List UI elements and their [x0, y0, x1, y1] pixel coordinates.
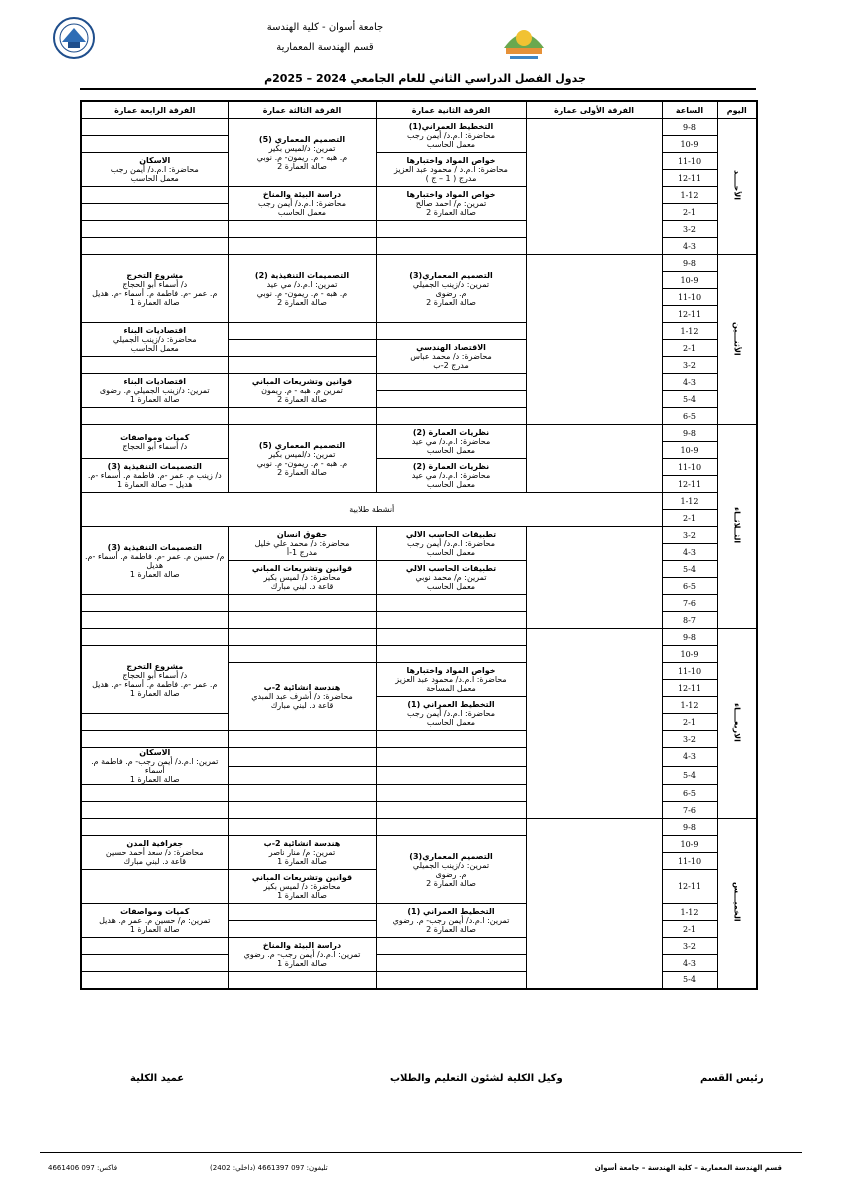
schedule-table [80, 100, 758, 990]
hour-cell: 2-1 [662, 714, 717, 731]
hour-cell: 6-5 [662, 408, 717, 425]
slot-cell: كميات ومواصفات د/ أسماء أبو الحجاج [81, 425, 228, 459]
slot-cell: التصميمات التنفيذية (2) تمرين: ا.م.د/ مي عيد م. هبه - م. ريمون- م. نوبي صالة العمارة 2 [228, 255, 376, 323]
slot-cell: جغرافية المدن محاضرة: د/ سعد أحمد حسين قاعة د. لبني مبارك [81, 836, 228, 870]
hour-cell: 3-2 [662, 938, 717, 955]
aswan-university-logo [52, 16, 96, 60]
col-year2: الفرقة الثانية عمارة [376, 101, 526, 119]
empty-cell [376, 374, 526, 391]
slot-cell: التصميم المعماري (5) تمرين: د/لميس بكير م. هبه - م. ريمون- م. نوبي صالة العمارة 2 [228, 119, 376, 187]
col-hour: الساعة [662, 101, 717, 119]
slot-cell: التصميمات التنفيذية (3) م/ حسين م. عمر -م. فاطمة م. أسماء -م. هديل صالة العمارة 1 [81, 527, 228, 595]
empty-cell [81, 870, 228, 904]
hour-cell: 6-5 [662, 785, 717, 802]
hour-cell: 7-6 [662, 595, 717, 612]
hour-cell: 12-11 [662, 170, 717, 187]
hour-cell: 5-4 [662, 391, 717, 408]
hour-cell: 9-8 [662, 119, 717, 136]
slot-cell: هندسة انشائية 2-ب تمرين: م/ منار ناصر صالة العمارة 1 [228, 836, 376, 870]
hour-cell: 9-8 [662, 425, 717, 442]
empty-cell [228, 340, 376, 357]
empty-cell [228, 748, 376, 767]
empty-cell [81, 136, 228, 153]
empty-cell [228, 646, 376, 663]
empty-cell [81, 204, 228, 221]
slot-cell: نظريات العمارة (2) محاضرة: ا.م.د/ مي عيد معمل الحاسب [376, 459, 526, 493]
hour-cell: 11-10 [662, 663, 717, 680]
hour-cell: 4-3 [662, 544, 717, 561]
hour-cell: 7-6 [662, 802, 717, 819]
slot-cell: قوانين وتشريعات المباني محاضرة: د/ لميس بكير صالة العمارة 1 [228, 870, 376, 904]
empty-cell [81, 629, 228, 646]
slot-cell: مشروع التخرج د/ أسماء أبو الحجاج م. عمر -م. فاطمة م. أسماء -م. هديل صالة العمارة 1 [81, 255, 228, 323]
title-divider [80, 88, 756, 90]
slot-cell: الاقتصاد الهندسي محاضرة: د/ محمد عباس مدرج 2-ب [376, 340, 526, 374]
day-sunday: الأحــــد [717, 119, 757, 255]
hour-cell: 2-1 [662, 204, 717, 221]
slot-cell: خواص المواد واختبارها تمرين: م/ احمد صالح صالة العمارة 2 [376, 187, 526, 221]
empty-cell [376, 938, 526, 955]
hour-cell: 10-9 [662, 646, 717, 663]
day-wednesday: الاربعــــاء [717, 629, 757, 819]
hour-cell: 1-12 [662, 323, 717, 340]
slot-cell: تطبيقات الحاسب الالي محاضرة: ا.م.د/ أيمن رجب معمل الحاسب [376, 527, 526, 561]
hour-cell: 10-9 [662, 836, 717, 853]
slot-cell: قوانين وتشريعات المباني تمرين م. هبه - م. ريمون صالة العمارة 2 [228, 374, 376, 408]
footer-phone: تليفون: 097 4661397 (داخلي: 2402) [210, 1164, 328, 1172]
hour-cell: 9-8 [662, 629, 717, 646]
empty-cell [81, 119, 228, 136]
footer-department: قسم الهندسة المعمارية – كلية الهندسة – جامعة أسوان [594, 1164, 782, 1172]
empty-cell [81, 187, 228, 204]
y1-empty [526, 629, 662, 819]
slot-cell: اقتصاديات البناء تمرين: د/زينب الجميلي م. رضوى صالة العمارة 1 [81, 374, 228, 408]
hour-cell: 12-11 [662, 870, 717, 904]
hour-cell: 8-7 [662, 612, 717, 629]
empty-cell [376, 819, 526, 836]
slot-cell: هندسة انشائية 2-ب محاضرة: د/ أشرف عبد المبدي قاعة د. لبني مبارك [228, 663, 376, 731]
col-year4: الفرقة الرابعة عمارة [81, 101, 228, 119]
slot-cell: دراسة البيئة والمناخ تمرين: ا.م.د/ أيمن رجب- م. رضوي صالة العمارة 1 [228, 938, 376, 972]
faculty-logo [500, 18, 548, 62]
hour-cell: 1-12 [662, 493, 717, 510]
slot-cell: تطبيقات الحاسب الالي تمرين: م/ محمد نوبي معمل الحاسب [376, 561, 526, 595]
empty-cell [376, 646, 526, 663]
student-activities: أنشطة طلابية [81, 493, 662, 527]
hour-cell: 9-8 [662, 819, 717, 836]
signature-head: رئيس القسم [700, 1073, 764, 1084]
slot-cell: الاسكان تمرين: ا.م.د/ أيمن رجب- م. فاطمة م. أسماء صالة العمارة 1 [81, 748, 228, 785]
footer-divider [40, 1152, 802, 1153]
hour-cell: 4-3 [662, 374, 717, 391]
col-day: اليوم [717, 101, 757, 119]
hour-cell: 4-3 [662, 238, 717, 255]
hour-cell: 10-9 [662, 442, 717, 459]
hour-cell: 9-8 [662, 255, 717, 272]
hour-cell: 12-11 [662, 476, 717, 493]
slot-cell: التخطيط العمراني(1) محاضرة: ا.م.د/ أيمن رجب معمل الحاسب [376, 119, 526, 153]
slot-cell: خواص المواد واختبارها محاضرة: ا.م.د/ محمود عبد العزيز معمل المساحة [376, 663, 526, 697]
hour-cell: 5-4 [662, 561, 717, 578]
day-tuesday: الثــلاثــاء [717, 425, 757, 629]
empty-cell [228, 629, 376, 646]
y1-empty [526, 527, 662, 629]
hour-cell: 11-10 [662, 459, 717, 476]
footer-fax: فاكس: 097 4661406 [48, 1164, 118, 1172]
department-name: قسم الهندسة المعمارية [276, 42, 374, 53]
slot-cell: خواص المواد واختبارها محاضرة: ا.م.د / محمود عبد العزيز مدرج ( 1 – ج ) [376, 153, 526, 187]
hour-cell: 12-11 [662, 306, 717, 323]
hour-cell: 5-4 [662, 972, 717, 989]
slot-cell: التصميم المعماري(3) تمرين: د/زينب الجميلي م. رضوى صالة العمارة 2 [376, 836, 526, 904]
hour-cell: 11-10 [662, 153, 717, 170]
hour-cell: 11-10 [662, 289, 717, 306]
empty-cell [228, 323, 376, 340]
slot-cell: التصميمات التنفيذية (3) د/ زينب م. عمر -م. فاطمة م. أسماء -م. هديل – صالة العمارة 1 [81, 459, 228, 493]
slot-cell: نظريات العمارة (2) محاضرة: ا.م.د/ مي عيد معمل الحاسب [376, 425, 526, 459]
hour-cell: 4-3 [662, 955, 717, 972]
signature-dean: عميد الكلية [130, 1073, 185, 1084]
day-thursday: الخميـــس [717, 819, 757, 989]
university-name: جامعة أسوان - كلية الهندسة [266, 22, 384, 33]
slot-cell: اقتصاديات البناء محاضرة: د/زينب الجميلي معمل الحاسب [81, 323, 228, 357]
hour-cell: 10-9 [662, 272, 717, 289]
day-monday: الأثنـــين [717, 255, 757, 425]
hour-cell: 1-12 [662, 697, 717, 714]
hour-cell: 10-9 [662, 136, 717, 153]
y1-empty [526, 819, 662, 989]
slot-cell: مشروع التخرج د/ أسماء أبو الحجاج م. عمر -م. فاطمة م. أسماء -م. هديل صالة العمارة 1 [81, 646, 228, 714]
hour-cell: 6-5 [662, 578, 717, 595]
hour-cell: 1-12 [662, 904, 717, 921]
page-title: جدول الفصل الدراسي الثاني للعام الجامعي 2024 – 2025م [264, 72, 586, 85]
slot-cell: التخطيط العمراني (1) تمرين: ا.م.د/ أيمن رجب- م. رضوي صالة العمارة 2 [376, 904, 526, 938]
empty-cell [228, 904, 376, 921]
slot-cell: الاسكان محاضرة: ا.م.د/ أيمن رجب معمل الحاسب [81, 153, 228, 187]
hour-cell: 1-12 [662, 187, 717, 204]
signature-vice: وكيل الكلية لشئون التعليم والطلاب [390, 1073, 563, 1084]
hour-cell: 5-4 [662, 766, 717, 785]
y1-empty [526, 425, 662, 493]
col-year3: الفرقة الثالثة عمارة [228, 101, 376, 119]
slot-cell: قوانين وتشريعات المباني محاضرة: د/ لميس بكير قاعة د. لبني مبارك [228, 561, 376, 595]
hour-cell: 3-2 [662, 527, 717, 544]
empty-cell [81, 819, 228, 836]
hour-cell: 3-2 [662, 357, 717, 374]
header-row [81, 101, 757, 119]
empty-cell [81, 938, 228, 955]
hour-cell: 12-11 [662, 680, 717, 697]
hour-cell: 2-1 [662, 340, 717, 357]
hour-cell: 4-3 [662, 748, 717, 767]
slot-cell: حقوق انسان محاضرة: د/ محمد علي خليل مدرج 1-أ [228, 527, 376, 561]
slot-cell: دراسة البيئة والمناخ محاضرة: ا.م.د/ أيمن رجب معمل الحاسب [228, 187, 376, 221]
empty-cell [228, 819, 376, 836]
y1-empty [526, 119, 662, 255]
hour-cell: 2-1 [662, 510, 717, 527]
slot-cell: التخطيط العمراني (1) محاضرة: ا.م.د/ أيمن رجب معمل الحاسب [376, 697, 526, 731]
slot-cell: التصميم المعماري (5) تمرين: د/لميس بكير م. هبه - م. ريمون- م. نوبي صالة العمارة 2 [228, 425, 376, 493]
empty-cell [376, 629, 526, 646]
hour-cell: 3-2 [662, 731, 717, 748]
hour-cell: 3-2 [662, 221, 717, 238]
slot-cell: التصميم المعماري(3) تمرين: د/زينب الجميلي م. رضوى صالة العمارة 2 [376, 255, 526, 323]
empty-cell [376, 748, 526, 767]
hour-cell: 11-10 [662, 853, 717, 870]
hour-cell: 2-1 [662, 921, 717, 938]
y1-empty [526, 255, 662, 425]
col-year1: الفرقة الأولى عمارة [526, 101, 662, 119]
slot-cell: كميات ومواصفات تمرين: م/ حسين م. عمر م. هديل صالة العمارة 1 [81, 904, 228, 938]
empty-cell [376, 323, 526, 340]
